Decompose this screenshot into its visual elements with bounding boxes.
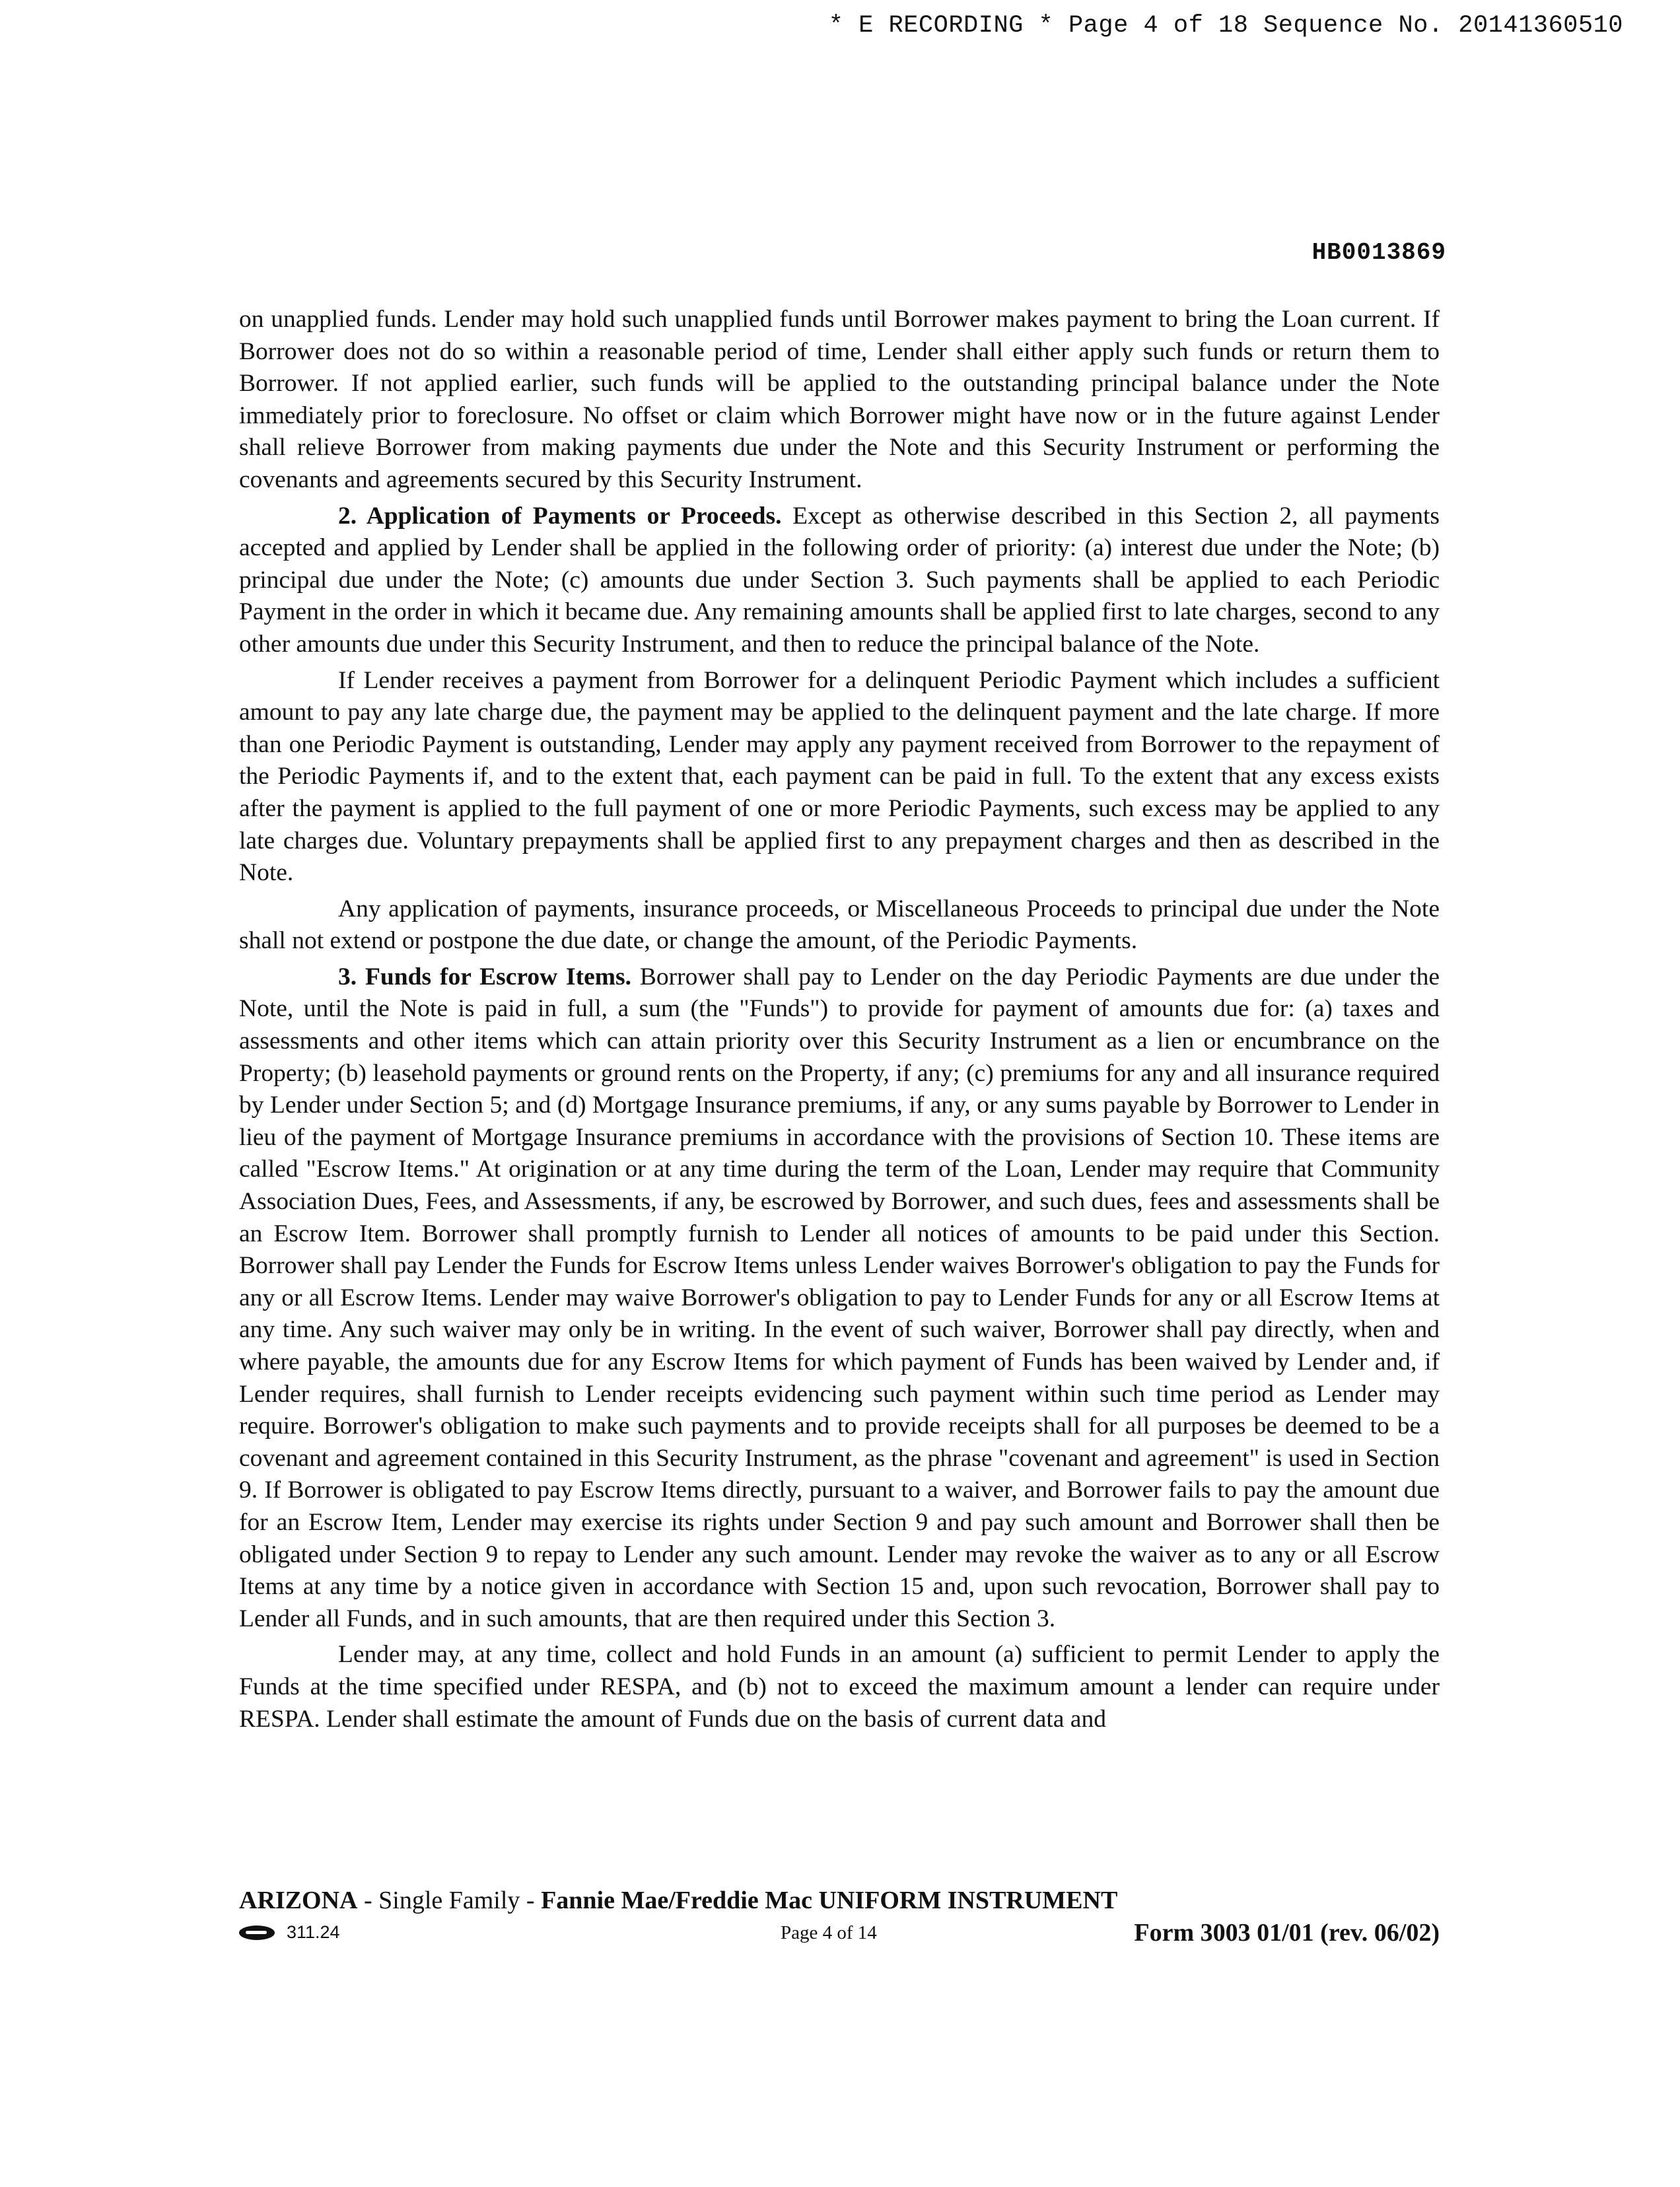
section-2-text: Except as otherwise described in this Section 2, all payments accepted and applied by Lender shall be applied in the following order of priority: (a) interest due under the Note; (b) principal due under the Note; (c) amounts due under Section 3. Such payments shall be applied to each Periodic Payment in the order in which it became due. Any remaining amounts shall be applied first to late charges, second to any other amounts due under this Security Instrument, and then to reduce the principal balance of the Note.: [239, 502, 1440, 658]
document-body: [239, 304, 1440, 1739]
section-2-paragraph: [239, 501, 1440, 661]
form-code-number: 311.24: [287, 1922, 340, 1942]
footer-details: [239, 1918, 1440, 1951]
footer-family: Single Family: [378, 1887, 520, 1914]
footer-state: ARIZONA: [239, 1887, 358, 1914]
form-number: Form 3003 01/01 (rev. 06/02): [1134, 1919, 1440, 1947]
recording-header: * E RECORDING * Page 4 of 18 Sequence No. 20141360510: [828, 12, 1623, 40]
section-3-paragraph: [239, 961, 1440, 1635]
funds-amount-paragraph: Lender may, at any time, collect and hold Funds in an amount (a) sufficient to permit Lender to apply the Funds at the time specified under RESPA, and (b) not to exceed the maximum amount a lender can require under RESPA. Lender shall estimate the amount of Funds due on the basis of current data and: [239, 1641, 1440, 1733]
section-2-heading: 2. Application of Payments or Proceeds.: [338, 502, 782, 530]
application-of-proceeds-paragraph: Any application of payments, insurance proceeds, or Miscellaneous Proceeds to principal due under the Note shall not extend or postpone the due date, or change the amount, of the Periodic Payments.: [239, 895, 1440, 955]
paragraph-continuation: on unapplied funds. Lender may hold such unapplied funds until Borrower makes payment to bring the Loan current. If Borrower does not do so within a reasonable period of time, Lender shall either apply such funds or return them to Borrower. If not applied earlier, such funds will be applied to the outstanding principal balance under the Note immediately prior to foreclosure. No offset or claim which Borrower might have now or in the future against Lender shall relieve Borrower from making payments due under the Note and this Security Instrument or performing the covenants and agreements secured by this Security Instrument.: [239, 306, 1440, 493]
footer-separator: -: [520, 1887, 542, 1914]
section-3-text: Borrower shall pay to Lender on the day Periodic Payments are due under the Note, until the Note is paid in full, a sum (the "Funds") to provide for payment of amounts due for: (a) taxes and assessments and other items which can attain priority over this Security Instrument as a lien or encumbrance on the Property; (b) leasehold payments or ground rents on the Property, if any; (c) premiums for any and all insurance required by Lender under Section 5; and (d) Mortgage Insurance premiums, if any, or any sums payable by Borrower to Lender in lieu of the payment of Mortgage Insurance premiums in accordance with the provisions of Section 10. These items are called "Escrow Items." At origination or at any time during the term of the Loan, Lender may require that Community Association Dues, Fees, and Assessments, if any, be escrowed by Borrower, and such dues, fees and assessments shall be an Escrow Item. Borrower shall promptly furnish to Lender all notices of amounts to be paid under this Section. Borrower shall pay Lender the Funds for Escrow Items unless Lender waives Borrower's obligation to pay the Funds for any or all Escrow Items. Lender may waive Borrower's obligation to pay to Lender Funds for any or all Escrow Items at any time. Any such waiver may only be in writing. In the event of such waiver, Borrower shall pay directly, when and where payable, the amounts due for any Escrow Items for which payment of Funds has been waived by Lender and, if Lender requires, shall furnish to Lender receipts evidencing such payment within such time period as Lender may require. Borrower's obligation to make such payments and to provide receipts shall for all purposes be deemed to be a covenant and agreement contained in this Security Instrument, as the phrase "covenant and agreement" is used in Section 9. If Borrower is obligated to pay Escrow Items directly, pursuant to a waiver, and Borrower fails to pay the amount due for an Escrow Item, Lender may exercise its rights under Section 9 and pay such amount and Borrower shall then be obligated under Section 9 to repay to Lender any such amount. Lender may revoke the waiver as to any or all Escrow Items at any time by a notice given in accordance with Section 15 and, upon such revocation, Borrower shall pay to Lender all Funds, and in such amounts, that are then required under this Section 3.: [239, 963, 1440, 1632]
delinquent-payment-paragraph: If Lender receives a payment from Borrower for a delinquent Periodic Payment which includes a sufficient amount to pay any late charge due, the payment may be applied to the delinquent payment and the late charge. If more than one Periodic Payment is outstanding, Lender may apply any payment received from Borrower to the repayment of the Periodic Payments if, and to the extent that, each payment can be paid in full. To the extent that any excess exists after the payment is applied to the full payment of one or more Periodic Payments, such excess may be applied to any late charges due. Voluntary prepayments shall be applied first to any prepayment charges and then as described in the Note.: [239, 666, 1440, 887]
form-code: [239, 1922, 340, 1943]
page-footer: [239, 1885, 1440, 1951]
footer-instrument: Fannie Mae/Freddie Mac UNIFORM INSTRUMENT: [541, 1887, 1118, 1914]
footer-separator: -: [357, 1887, 379, 1914]
loan-id: HB0013869: [1312, 239, 1446, 266]
instrument-title: [239, 1885, 1440, 1916]
publisher-logo-icon: [239, 1926, 275, 1940]
page-number: Page 4 of 14: [781, 1922, 877, 1943]
section-3-heading: 3. Funds for Escrow Items.: [338, 963, 631, 990]
